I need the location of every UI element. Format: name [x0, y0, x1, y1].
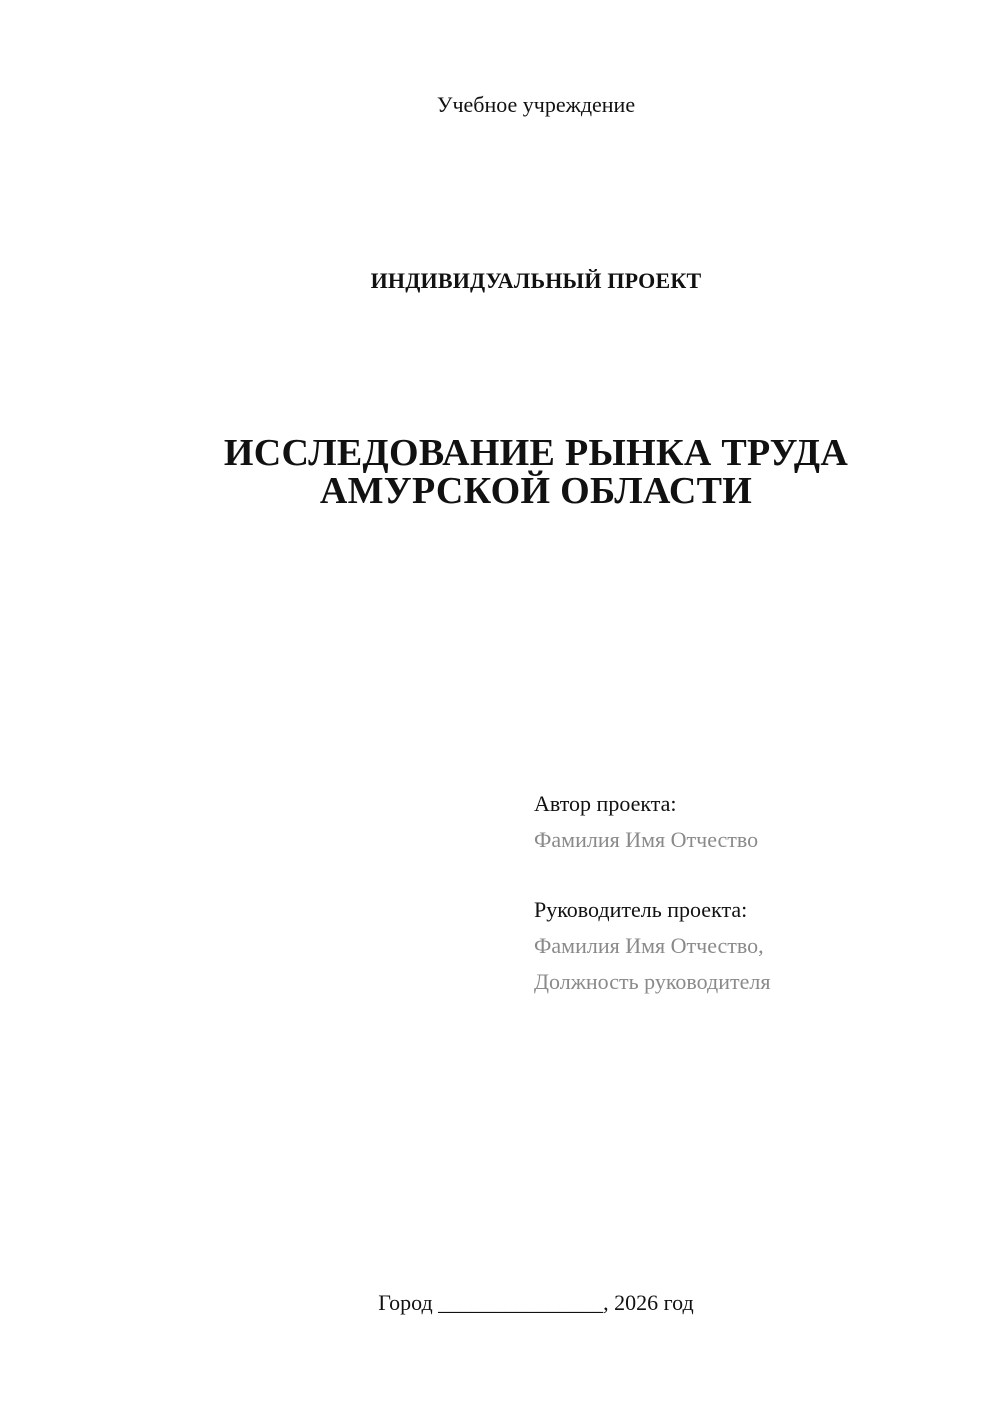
supervisor-position: Должность руководителя: [534, 969, 771, 994]
author-name: Фамилия Имя Отчество: [534, 827, 759, 852]
project-info-block: [534, 786, 974, 1000]
supervisor-label: Руководитель проекта:: [534, 897, 748, 922]
project-title-line-2: АМУРСКОЙ ОБЛАСТИ: [319, 470, 753, 512]
project-type-heading: ИНДИВИДУАЛЬНЫЙ ПРОЕКТ: [370, 268, 702, 293]
institution-name: Учебное учреждение: [436, 92, 636, 117]
city-year-footer: Город _______________, 2026 год: [378, 1290, 694, 1315]
project-title-line-1: ИССЛЕДОВАНИЕ РЫНКА ТРУДА: [223, 432, 849, 474]
supervisor-name: Фамилия Имя Отчество,: [534, 933, 764, 958]
author-label: Автор проекта:: [534, 791, 677, 816]
project-title: [0, 434, 1000, 510]
